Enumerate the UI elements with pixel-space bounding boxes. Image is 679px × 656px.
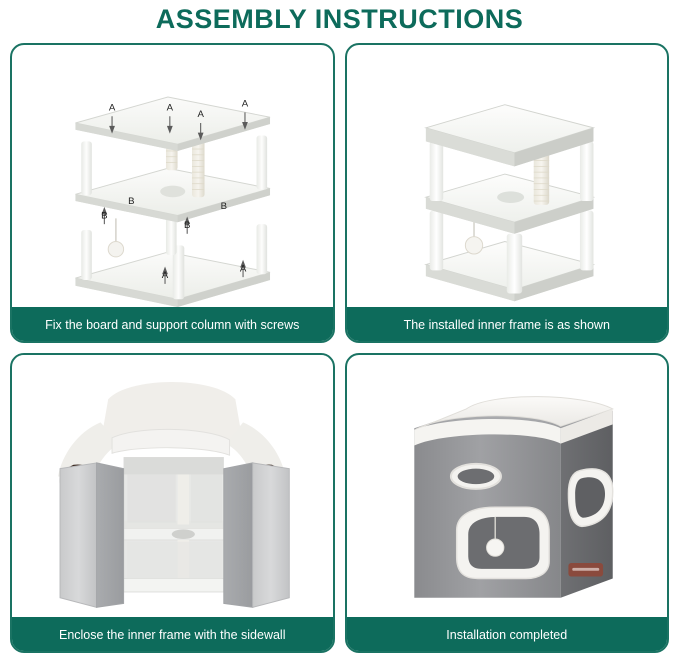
frame-middle-board	[425, 174, 593, 234]
step-panel-3	[10, 353, 335, 653]
step-2-caption: The installed inner frame is as shown	[345, 307, 670, 343]
callout-a-6: A	[239, 263, 247, 275]
page-title: ASSEMBLY INSTRUCTIONS	[155, 4, 524, 34]
post-lower-left	[81, 230, 92, 280]
lower-post-right	[579, 211, 592, 271]
post-upper-right	[257, 136, 268, 190]
frame-top-board	[425, 105, 593, 167]
step-4-caption: Installation completed	[345, 617, 670, 653]
step-panel-2	[345, 43, 670, 343]
step-3-illustration	[12, 355, 333, 617]
steps-grid	[10, 43, 669, 653]
upper-post-left	[429, 141, 442, 201]
dangling-ball	[108, 218, 123, 257]
callout-a-1: A	[108, 102, 116, 114]
step-panel-4	[345, 353, 670, 653]
upper-post-right	[579, 141, 592, 201]
step-4-illustration	[347, 355, 668, 617]
callout-b-2: B	[220, 200, 227, 212]
callout-b-4: B	[183, 220, 191, 232]
step-3-caption: Enclose the inner frame with the sidewall	[10, 617, 335, 653]
brand-tag	[568, 563, 603, 576]
callout-a-4: A	[241, 98, 249, 110]
sidewall-right	[224, 463, 290, 607]
lower-post-left	[429, 211, 442, 271]
upper-side-entry	[450, 464, 500, 489]
callout-a-5: A	[161, 270, 169, 282]
step-panel-1	[10, 43, 335, 343]
callout-a-2: A	[166, 102, 174, 114]
step-1-illustration	[12, 45, 333, 307]
post-upper-left	[81, 141, 92, 195]
post-upper-front-sisal	[192, 137, 205, 197]
sidewall-left	[60, 463, 124, 607]
post-lower-right	[257, 224, 268, 274]
step-1-caption: Fix the board and support column with screws	[10, 307, 335, 343]
callout-b-1: B	[128, 195, 135, 207]
step-2-illustration	[347, 45, 668, 307]
callout-a-3: A	[197, 109, 204, 121]
callout-b-3: B	[101, 210, 108, 222]
lower-post-front	[506, 234, 521, 294]
